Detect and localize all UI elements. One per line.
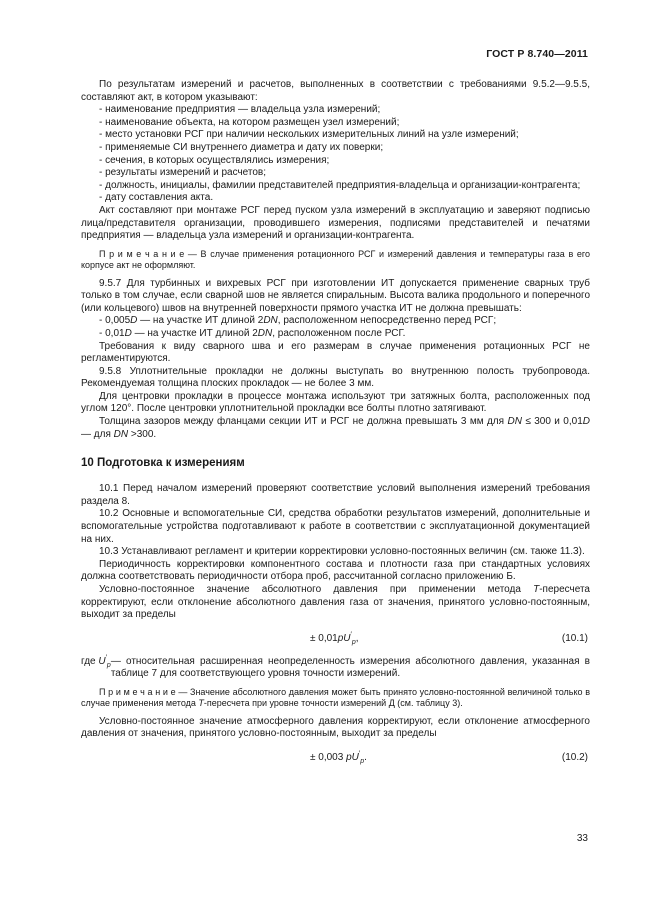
paragraph-10-3: 10.3 Устанавливают регламент и критерии корректировки условно-постоянных величин (см. также 11.3). — [99, 546, 585, 558]
note-1 — [81, 249, 590, 272]
flange-gap: Толщина зазоров между фланцами секции ИТ и РСГ не должна превышать 3 мм для DN ≤ 300 и 0,01D — для DN >300. — [81, 416, 590, 440]
page-body — [81, 79, 590, 766]
weld-limit-2: - 0,01D — на участке ИТ длиной 2DN, расположенном после РСГ. — [99, 327, 406, 339]
page-number: 33 — [576, 833, 588, 844]
note-2: П р и м е ч а н и е — Значение абсолютного давления может быть принято условно-постоянной величиной только в случае применения метода T-пересчета при уровне точности измерений Д (см. таблицу 3). — [81, 686, 590, 709]
act-signing-paragraph: Акт составляют при монтаже РСГ перед пуском узла измерений в эксплуатацию и заверяют подписью лица/представителя организации, проводившего измерения, подписями представителей и печатями предприятия — владельца узла измерений и организации-контрагента. — [81, 204, 590, 242]
formula-number: (10.1) — [561, 632, 588, 644]
note-text: — В случае применения ротационного РСГ и измерений давления и температуры газа в его корпусе акт не оформляют. — [81, 248, 590, 271]
paragraph-10-2: 10.2 Основные и вспомогательные СИ, средства обработки результатов измерений, дополнительные и вспомогательные устройства подготавливают к работе в соответствии с эксплуатационной документацией на них. — [81, 508, 590, 545]
periodicity-paragraph: Периодичность корректировки компонентного состава и плотности газа при стандартных условиях должна соответствовать периодичности отбора проб, рассчитанной согласно приложению Б. — [81, 558, 590, 583]
section-title: 10 Подготовка к измерениям — [81, 457, 245, 470]
paragraph-9-5-8: 9.5.8 Уплотнительные прокладки не должны выступать во внутреннюю полость трубопровода. Рекомендуемая толщина плоских прокладок — не более 3 мм. — [81, 365, 590, 390]
list-item: - должность, инициалы, фамилии представителей предприятия-владельца и организации-контрагента; — [99, 179, 581, 191]
where-clause: где $U'_p$ — относительная расширенная неопределенность измерения абсолютного давления, указанная в таблице 7 для соответствующего уровня точности измерений. — [81, 654, 590, 680]
note-label: П р и м е ч а н и е — [99, 248, 185, 259]
list-item: - применяемые СИ внутреннего диаметра и дату их поверки; — [99, 141, 384, 153]
weld-limit-1: - 0,005D — на участке ИТ длиной 2DN, расположенном непосредственно перед РСГ; — [99, 315, 497, 327]
list-item: - сечения, в которых осуществлялись измерения; — [99, 154, 330, 166]
atm-pressure-paragraph: Условно-постоянное значение атмосферного давления корректируют, если отклонение атмосферного давления от значения, принятого условно-постоянным, выходит за пределы — [81, 715, 590, 740]
formula-number: (10.2) — [561, 751, 588, 763]
weld-requirements: Требования к виду сварного шва и его размерам в случае применения ротационных РСГ не регламентируются. — [81, 340, 590, 365]
list-item: - дату составления акта. — [99, 192, 214, 204]
gasket-centering: Для центровки прокладки в процессе монтажа используют три затяжных болта, расположенных под углом 120°. После центровки уплотнительной прокладки все болты плотно затягивают. — [81, 390, 590, 415]
paragraph-10-1: 10.1 Перед началом измерений проверяют соответствие условий выполнения измерений требования раздела 8. — [81, 483, 590, 507]
act-items-list — [81, 104, 590, 205]
formula-10-2: ± 0,003 $pU'_p$. (10.2) — [310, 750, 588, 765]
list-item: - результаты измерений и расчетов; — [99, 167, 267, 179]
act-intro: По результатам измерений и расчетов, выполненных в соответствии с требованиями 9.5.2—9.5.5, составляют акт, в котором указывают: — [81, 79, 590, 103]
paragraph-9-5-7: 9.5.7 Для турбинных и вихревых РСГ при изготовлении ИТ допускается применение сварных труб только в том случае, если сварной шов не является спиральным. Высота валика продольного и поперечного (или кольцевого) швов на внутренней поверхности прямого участка ИТ не должна превышать: — [81, 277, 590, 314]
formula-10-1: ± $0,01pU'_p$, (10.1) — [310, 631, 588, 646]
list-item: - место установки РСГ при наличии нескольких измерительных линий на узле измерений; — [99, 129, 519, 141]
document-code-header: ГОСТ Р 8.740—2011 — [486, 48, 588, 60]
list-item: - наименование объекта, на котором размещен узел измерений; — [99, 116, 400, 128]
abs-pressure-paragraph: Условно-постоянное значение абсолютного давления при применении метода T-пересчета корректируют, если отклонение абсолютного давления газа от значения, принятого условно-постоянным, выходит за пределы — [81, 584, 590, 621]
list-item: - наименование предприятия — владельца узла измерений; — [99, 104, 381, 116]
